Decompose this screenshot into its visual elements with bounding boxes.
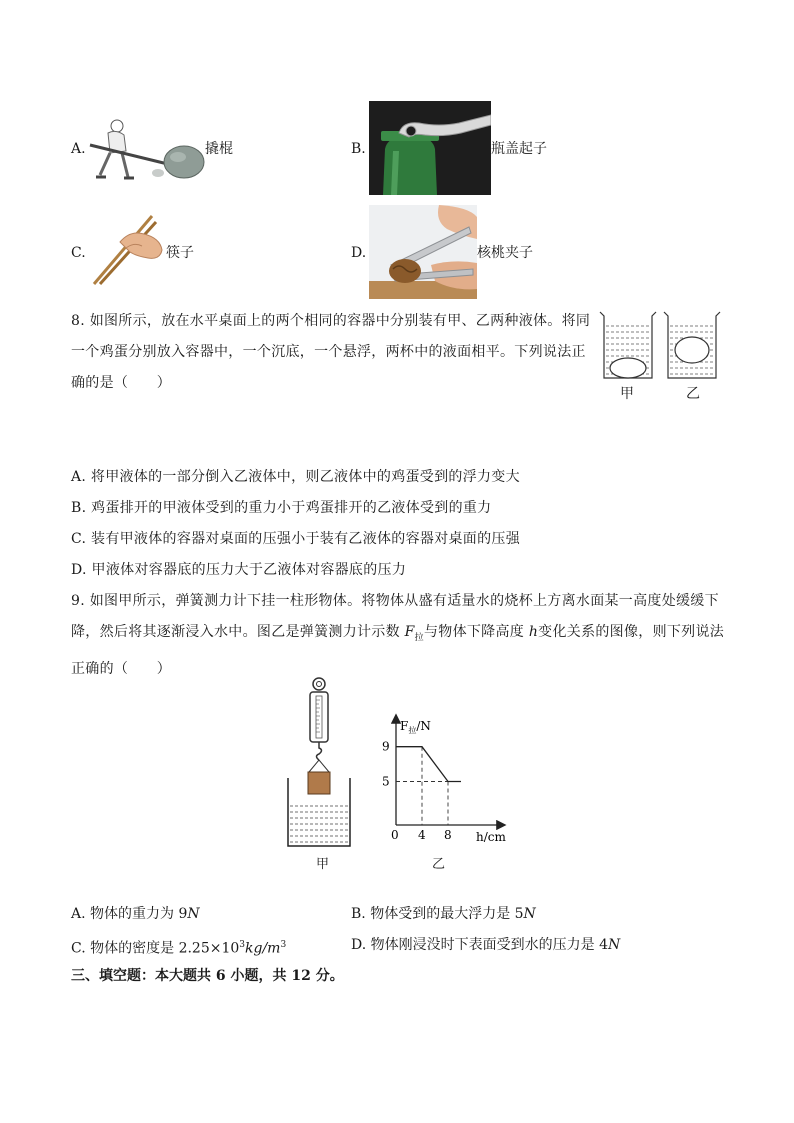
section-heading: 三、填空题：本大题共 6 小题，共 12 分。 [71,968,344,984]
spring-scale-figure [282,676,362,854]
stem-line: 确的是（ ） [71,375,172,391]
option-text: C. 物体的密度是 2.25×10 [71,940,240,957]
option-letter: C. [71,245,86,261]
option-text: D. 物体刚浸没时下表面受到水的压力是 4 [351,937,608,953]
option-label: 核桃夹子 [477,245,533,261]
beakers-drawing [596,308,724,402]
figure-label-jia: 甲 [620,386,634,402]
option-unit: N [607,937,621,953]
beakers-figure [596,308,724,402]
option-b [351,904,536,924]
option-b: B. 鸡蛋排开的甲液体受到的重力小于鸡蛋排开的乙液体受到的重力 [71,500,492,516]
option-d [351,935,620,955]
x-axis-label: h/cm [476,830,506,844]
y-axis-label: $F_拉/N$ [400,719,431,735]
force-height-graph [372,712,512,847]
crowbar-picture [88,115,206,185]
x-tick-label: 0 [391,828,399,842]
stem-line: 8. 如图所示，放在水平桌面上的两个相同的容器中分别装有甲、乙两种液体。将同 [71,313,591,329]
option-a [71,904,200,924]
spring-scale-drawing [282,676,362,854]
figure-label-yi: 乙 [432,857,446,872]
egg-suspended [675,337,709,363]
stem-line [71,617,724,654]
nutcracker-picture [369,205,477,299]
graph-svg [372,712,512,847]
stem-text: 与物体下降高度 [423,624,529,640]
y-tick-label: 5 [382,774,390,789]
series-line [396,747,461,782]
figure-label-yi: 乙 [686,386,700,402]
options-list [71,462,520,586]
stem-text: 降，然后将其逐渐浸入水中。图乙是弹簧测力计示数 [71,624,405,640]
option-sup: 3 [280,940,287,950]
stem-text: 变化关系的图像，则下列说法 [538,624,725,640]
stem-line: 正确的（ ） [71,660,172,677]
option-unit: kg/m [245,940,281,957]
stem-line: 9. 如图甲所示，弹簧测力计下挂一柱形物体。将物体从盛有适量水的烧杯上方离水面某一高度处缓缓下 [71,593,719,609]
egg-sunk [610,358,646,378]
option-c [71,935,286,959]
figure-label-jia: 甲 [316,857,330,872]
stem-line: 一个鸡蛋分别放入容器中，一个沉底，一个悬浮，两杯中的液面相平。下列说法正 [71,344,586,360]
option-label: 撬棍 [205,141,233,157]
option-a: A. 将甲液体的一部分倒入乙液体中，则乙液体中的鸡蛋受到的浮力变大 [71,469,520,485]
option-d: D. 甲液体对容器底的压力大于乙液体对容器底的压力 [71,562,407,578]
option-letter: B. [351,141,366,157]
force-symbol: F [404,624,415,640]
option-label: 筷子 [166,245,194,261]
x-tick-label: 4 [418,828,426,842]
option-unit: N [187,906,200,922]
chopsticks-picture [90,212,166,286]
option-letter: A. [71,141,86,157]
option-unit: N [523,906,536,922]
option-letter: D. [351,245,367,261]
option-c: C. 装有甲液体的容器对桌面的压强小于装有乙液体的容器对桌面的压强 [71,531,521,547]
y-tick-label: 9 [382,739,390,754]
option-sup: 3 [239,940,246,950]
x-tick-label: 8 [444,828,452,842]
cylinder-object [308,772,330,794]
height-symbol: h [528,624,539,640]
question-stem [71,306,591,399]
option-label: 瓶盖起子 [491,141,547,157]
option-text: A. 物体的重力为 9 [71,906,188,922]
force-subscript: 拉 [414,632,424,643]
bottle-opener-picture [369,101,491,195]
question-stem [71,586,724,685]
option-text: B. 物体受到的最大浮力是 5 [351,906,524,922]
